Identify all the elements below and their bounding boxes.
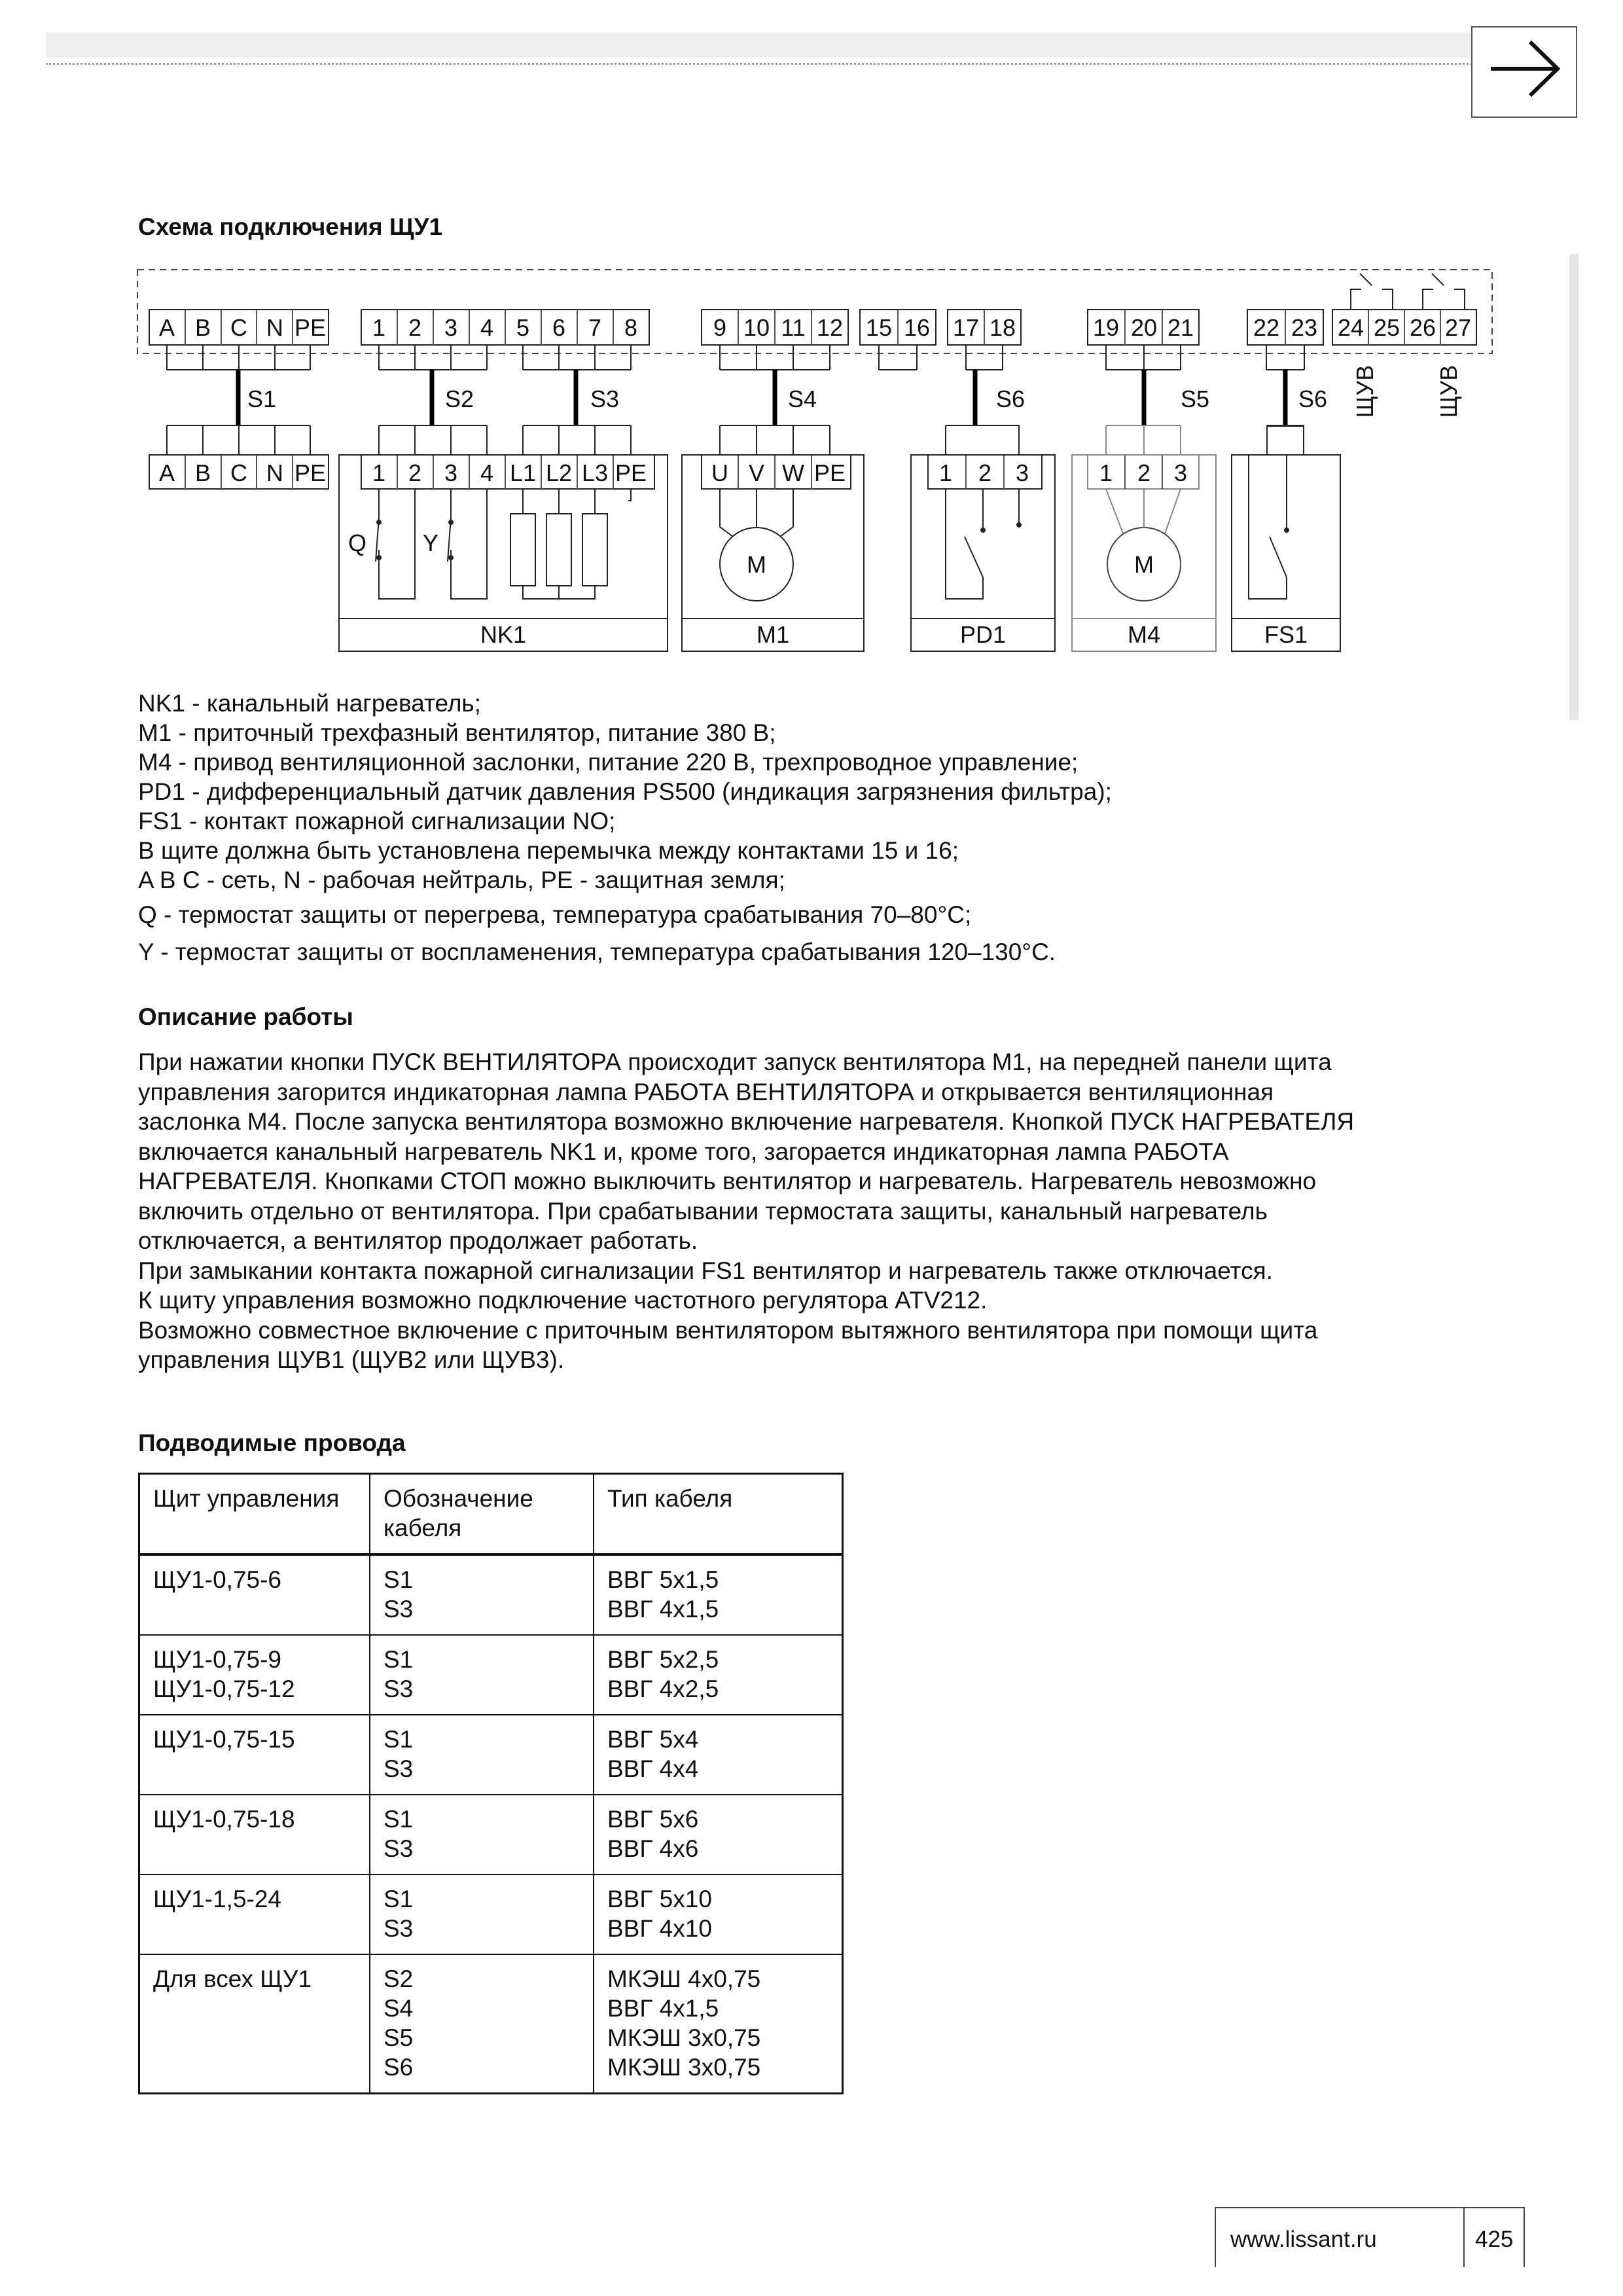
cell-cable-line: S2 xyxy=(383,1965,414,1992)
cable-label: S2 xyxy=(444,386,474,412)
legend-line: PD1 - дифференциальный датчик давления PS500 (индикация загрязнения фильтра); xyxy=(138,778,1112,805)
terminal-label: 12 xyxy=(816,314,844,341)
cell-panel-line: ЩУ1-1,5-24 xyxy=(153,1886,282,1912)
thermostat-y-label: Y xyxy=(422,529,439,556)
cell-cable-line: S3 xyxy=(383,1676,414,1702)
wiring-diagram xyxy=(0,0,1623,681)
terminal-label: 20 xyxy=(1130,314,1158,341)
legend-line: В щите должна быть установлена перемычка между контактами 15 и 16; xyxy=(138,837,959,864)
site-url[interactable]: www.lissant.ru xyxy=(1230,2227,1377,2252)
cell-cable-line: S3 xyxy=(383,1755,414,1782)
terminal-label: A xyxy=(158,314,175,341)
cable-label: S6 xyxy=(995,386,1026,412)
nk1-pin-label: 2 xyxy=(408,459,422,486)
nk1-pin-label: 4 xyxy=(480,459,494,486)
terminal-label: 11 xyxy=(781,314,806,341)
cell-cable-line: S6 xyxy=(383,2054,414,2081)
m4-motor-label: M xyxy=(1134,551,1154,578)
cell-panel-line: Для всех ЩУ1 xyxy=(153,1965,312,1992)
table-header-row xyxy=(139,1474,843,1555)
cell-panel xyxy=(139,1795,370,1874)
legend-line: A B C - сеть, N - рабочая нейтраль, PE - защитная земля; xyxy=(138,867,785,893)
terminal-label: 27 xyxy=(1444,314,1472,341)
terminal-label: 4 xyxy=(480,314,494,341)
operation-title: Описание работы xyxy=(138,1003,353,1030)
cell-cable-line: S1 xyxy=(383,1566,414,1593)
m1-pin-label: U xyxy=(711,459,728,486)
cell-panel xyxy=(139,1554,370,1635)
wires-title: Подводимые провода xyxy=(138,1429,406,1456)
table-row xyxy=(139,1554,843,1635)
cell-panel xyxy=(139,1635,370,1715)
m4-pin-label: 1 xyxy=(1099,459,1113,486)
footer-divider xyxy=(1463,2208,1465,2267)
m1-motor-label: M xyxy=(747,551,766,578)
terminal-label: 24 xyxy=(1337,314,1364,341)
m4-pin-label: 2 xyxy=(1137,459,1151,486)
cell-type xyxy=(594,1795,843,1874)
cell-type-line: ВВГ 5х1,5 xyxy=(607,1566,719,1593)
terminal-label: 7 xyxy=(588,314,602,341)
pd1-pin-label: 3 xyxy=(1015,459,1029,486)
cell-cable xyxy=(370,1635,594,1715)
terminal-label: 25 xyxy=(1373,314,1400,341)
header-panel: Щит управления xyxy=(139,1474,370,1555)
nk1-pin-label: 1 xyxy=(372,459,386,486)
terminal-label: 10 xyxy=(743,314,770,341)
supply-pin-label: A xyxy=(158,459,175,486)
device-name-m4: M4 xyxy=(1127,621,1161,648)
cell-type-line: МКЭШ 4х0,75 xyxy=(607,1965,761,1992)
cell-cable xyxy=(370,1874,594,1954)
m4-pin-label: 3 xyxy=(1173,459,1188,486)
cell-type-line: ВВГ 4х2,5 xyxy=(607,1676,719,1702)
device-name-nk1: NK1 xyxy=(480,621,527,648)
cable-label: S5 xyxy=(1180,386,1210,412)
terminal-label: PE xyxy=(294,314,327,341)
cell-cable-line: S3 xyxy=(383,1915,414,1942)
legend-line: FS1 - контакт пожарной сигнализации NO; xyxy=(138,808,616,834)
cell-type-line: ВВГ 5х6 xyxy=(607,1806,699,1833)
pd1-pin-label: 1 xyxy=(938,459,953,486)
terminal-label: 6 xyxy=(552,314,566,341)
supply-pin-label: N xyxy=(266,459,283,486)
cable-label: S6 xyxy=(1298,386,1328,412)
device-name-fs1: FS1 xyxy=(1264,621,1308,648)
terminal-label: 15 xyxy=(865,314,893,341)
terminal-label: 22 xyxy=(1253,314,1280,341)
terminal-label: 23 xyxy=(1291,314,1318,341)
cable-label: S4 xyxy=(787,386,817,412)
legend-line: Q - термостат защиты от перегрева, температура срабатывания 70–80°С; xyxy=(138,901,972,928)
table-row xyxy=(139,1635,843,1715)
table-row xyxy=(139,1795,843,1874)
terminal-label: N xyxy=(266,314,283,341)
terminal-label: 3 xyxy=(444,314,458,341)
wires-table-body xyxy=(139,1554,843,2094)
supply-pin-label: PE xyxy=(294,459,327,486)
table-row xyxy=(139,1715,843,1795)
cell-type-line: ВВГ 5х10 xyxy=(607,1886,712,1912)
nk1-pin-label: 3 xyxy=(444,459,458,486)
terminal-label: 9 xyxy=(713,314,727,341)
terminal-label: 18 xyxy=(989,314,1016,341)
terminal-label: 5 xyxy=(516,314,530,341)
schema-title: Схема подключения ЩУ1 xyxy=(138,213,443,240)
terminal-label: 8 xyxy=(624,314,638,341)
cell-cable-line: S1 xyxy=(383,1886,414,1912)
m1-pin-label: PE xyxy=(813,459,846,486)
terminal-label: 26 xyxy=(1409,314,1436,341)
terminal-label: 21 xyxy=(1167,314,1194,341)
table-row xyxy=(139,1874,843,1954)
cell-type-line: ВВГ 4х4 xyxy=(607,1755,699,1782)
cell-type xyxy=(594,1635,843,1715)
cell-type xyxy=(594,1554,843,1635)
cell-panel-line: ЩУ1-0,75-9 xyxy=(153,1646,282,1673)
header-cable: Обозначение кабеля xyxy=(370,1474,594,1555)
cell-type-line: МКЭШ 3х0,75 xyxy=(607,2024,761,2051)
cell-type xyxy=(594,1874,843,1954)
nk1-pin-label: L1 xyxy=(509,459,537,486)
operation-text: При нажатии кнопки ПУСК ВЕНТИЛЯТОРА происходит запуск вентилятора М1, на передней панели щита управления загорится индикаторная лампа РАБОТА ВЕНТИЛЯТОРА и открывается вентиляционная заслонка М4. После запуска вентилятора возможно включение нагревателя. Кнопкой ПУСК НАГРЕВАТЕЛЯ включается канальный нагреватель NK1 и, кроме того, загорается индикаторная лампа РАБОТА НАГРЕВАТЕЛЯ. Кнопками СТОП можно выключить вентилятор и нагреватель. Нагреватель невозможно включить отдельно от вентилятора. При срабатывании термостата защиты, канальный нагреватель отключается, а вентилятор продолжает работать. При замыкании контакта пожарной сигнализации FS1 вентилятор и нагреватель также отключается. К щиту управления возможно подключение частотного регулятора ATV212. Возможно совместное включение с приточным вентилятором вытяжного вентилятора при помощи щита управления ЩУВ1 (ЩУВ2 или ЩУВ3). xyxy=(138,1049,1355,1373)
cell-cable-line: S1 xyxy=(383,1726,414,1753)
terminal-label: B xyxy=(194,314,211,341)
m1-pin-label: V xyxy=(748,459,765,486)
terminal-label: 1 xyxy=(372,314,386,341)
terminal-label: 2 xyxy=(408,314,422,341)
cell-cable xyxy=(370,1554,594,1635)
device-name-m1: M1 xyxy=(756,621,790,648)
device-name-pd1: PD1 xyxy=(959,621,1007,648)
cell-type xyxy=(594,1715,843,1795)
cell-cable xyxy=(370,1715,594,1795)
terminal-label: C xyxy=(230,314,247,341)
cell-type-line: ВВГ 5х4 xyxy=(607,1726,699,1753)
cell-type-line: ВВГ 4х1,5 xyxy=(607,1596,719,1623)
cell-type-line: ВВГ 4х6 xyxy=(607,1835,699,1862)
cell-type-line: МКЭШ 3х0,75 xyxy=(607,2054,761,2081)
legend-line: M1 - приточный трехфазный вентилятор, питание 380 В; xyxy=(138,719,776,746)
cell-panel-line: ЩУ1-0,75-15 xyxy=(153,1726,295,1753)
cell-panel-line: ЩУ1-0,75-6 xyxy=(153,1566,282,1593)
supply-pin-label: C xyxy=(230,459,247,486)
cell-cable xyxy=(370,1954,594,2094)
cell-type-line: ВВГ 4х1,5 xyxy=(607,1995,719,2022)
page-number: 425 xyxy=(1475,2227,1514,2252)
nk1-pin-label: PE xyxy=(615,459,647,486)
cell-cable-line: S3 xyxy=(383,1596,414,1623)
cell-panel-line: ЩУ1-0,75-12 xyxy=(153,1676,295,1702)
cell-panel-line: ЩУ1-0,75-18 xyxy=(153,1806,295,1833)
remote-label: ЩУВ xyxy=(1435,365,1462,418)
cell-type-line: ВВГ 4х10 xyxy=(607,1915,712,1942)
header-type: Тип кабеля xyxy=(594,1474,843,1555)
wires-table xyxy=(138,1473,844,2094)
cell-cable-line: S4 xyxy=(383,1995,414,2022)
cell-cable-line: S1 xyxy=(383,1806,414,1833)
page-footer xyxy=(1215,2207,1525,2267)
legend-line: Y - термостат защиты от воспламенения, температура срабатывания 120–130°С. xyxy=(138,939,1056,965)
cell-cable-line: S5 xyxy=(383,2024,414,2051)
terminal-label: 16 xyxy=(903,314,931,341)
supply-pin-label: B xyxy=(194,459,211,486)
cable-label: S3 xyxy=(590,386,620,412)
cell-cable-line: S3 xyxy=(383,1835,414,1862)
terminal-label: 19 xyxy=(1092,314,1120,341)
pd1-pin-label: 2 xyxy=(978,459,992,486)
cell-cable-line: S1 xyxy=(383,1646,414,1673)
thermostat-q-label: Q xyxy=(348,529,367,556)
cell-panel xyxy=(139,1954,370,2094)
cell-cable xyxy=(370,1795,594,1874)
table-row xyxy=(139,1954,843,2094)
cell-type-line: ВВГ 5х2,5 xyxy=(607,1646,719,1673)
legend-line: M4 - привод вентиляционной заслонки, питание 220 В, трехпроводное управление; xyxy=(138,749,1079,776)
m1-pin-label: W xyxy=(782,459,804,486)
nk1-pin-label: L3 xyxy=(581,459,609,486)
cable-label: S1 xyxy=(247,386,277,412)
cell-panel xyxy=(139,1874,370,1954)
nk1-pin-label: L2 xyxy=(545,459,573,486)
legend-line: NK1 - канальный нагреватель; xyxy=(138,690,481,717)
remote-label: ЩУВ xyxy=(1351,365,1378,418)
cell-panel xyxy=(139,1715,370,1795)
cell-type xyxy=(594,1954,843,2094)
terminal-label: 17 xyxy=(952,314,980,341)
